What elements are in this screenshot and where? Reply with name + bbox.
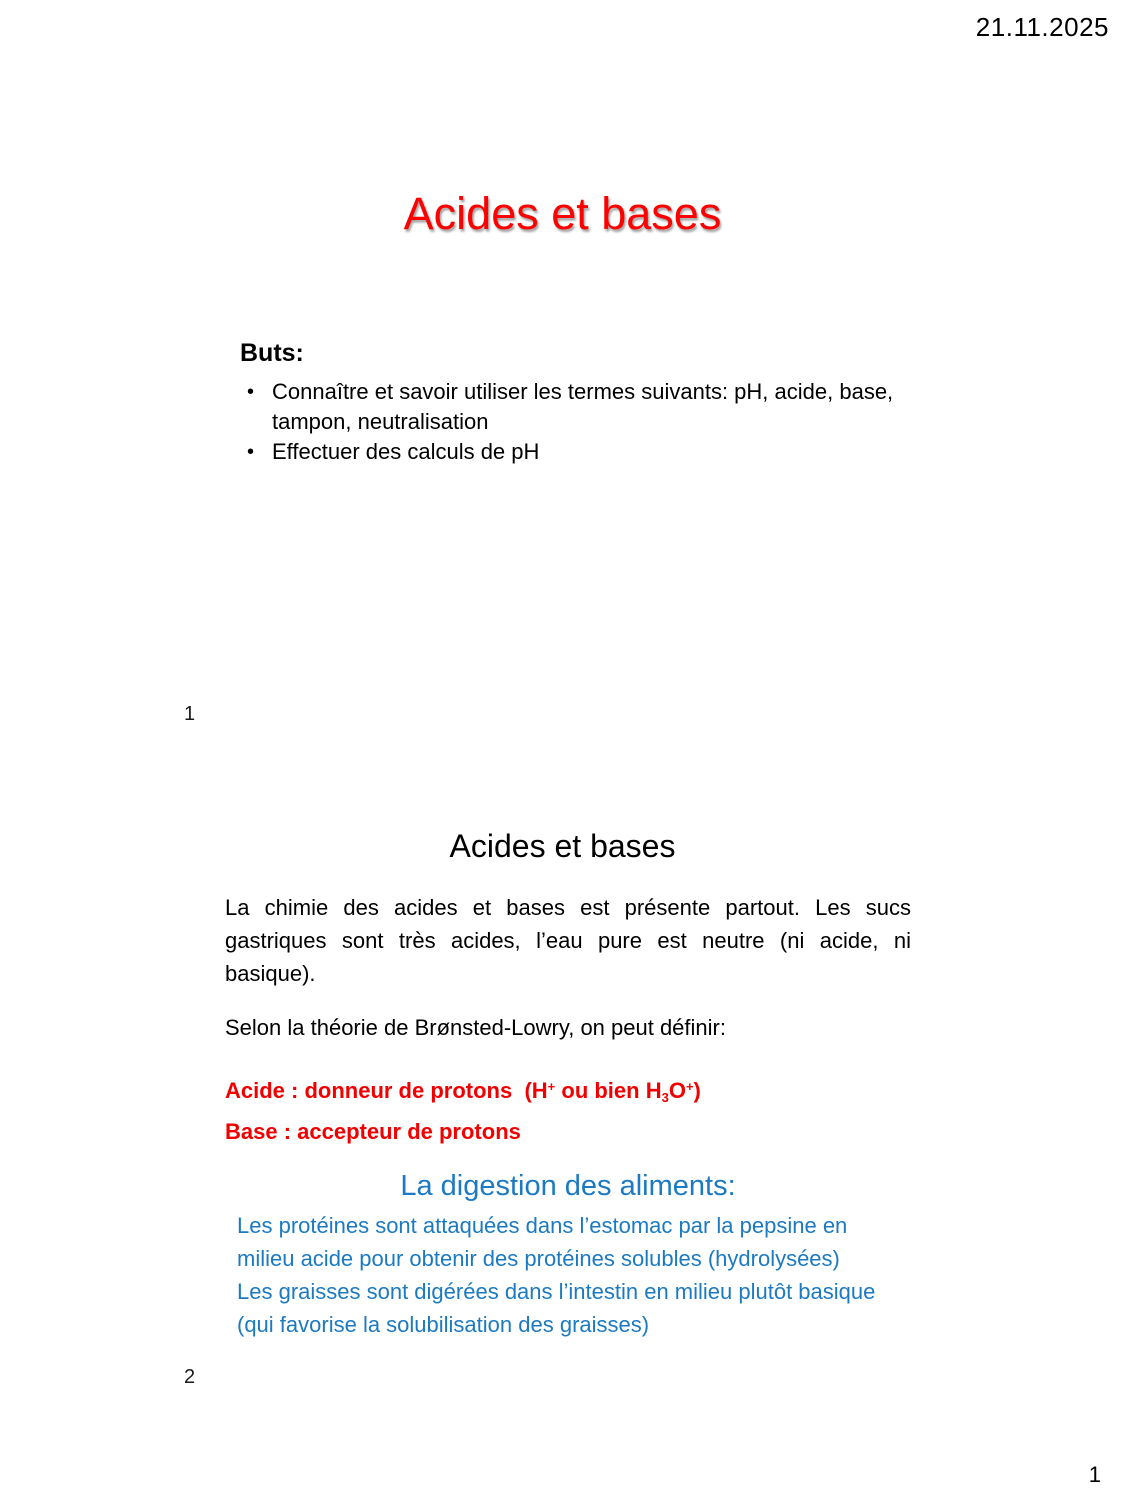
slide2-title: Acides et bases	[449, 828, 676, 864]
acid-def-text: ou bien H	[555, 1078, 662, 1103]
digestion-heading: La digestion des aliments:	[400, 1170, 736, 1202]
page-number: 1	[1088, 1462, 1101, 1487]
acid-def-text: Acide : donneur de protons (H	[225, 1078, 548, 1103]
h-plus-superscript: +	[547, 1079, 556, 1094]
slide1-number: 1	[184, 703, 196, 725]
goal-bullet-2-text: Effectuer des calculs de pH	[272, 439, 540, 464]
slide1-title: Acides et bases	[403, 188, 722, 239]
slide2-number: 2	[184, 1366, 196, 1388]
header-date: 21.11.2025	[975, 12, 1109, 42]
slide2-body	[225, 891, 911, 1341]
goal-bullet-2	[240, 437, 934, 467]
acid-def-text: O	[668, 1078, 686, 1103]
h3o-plus-superscript: +	[685, 1079, 694, 1094]
bullet-icon: •	[247, 381, 255, 403]
slide1-goals-block	[240, 339, 934, 467]
goal-bullet-1	[240, 377, 934, 437]
goals-heading: Buts:	[240, 339, 304, 367]
bronsted-line: Selon la théorie de Brønsted-Lowry, on peut définir:	[225, 1015, 726, 1040]
bullet-icon: •	[247, 441, 255, 463]
definitions-block	[225, 1070, 911, 1149]
base-definition: Base : accepteur de protons	[225, 1119, 521, 1144]
goals-list	[240, 377, 934, 467]
digestion-sentence-1: Les protéines sont attaquées dans l’estomac par la pepsine en milieu acide pour obtenir des protéines solubles (hydrolysées)	[237, 1213, 848, 1271]
intro-paragraph: La chimie des acides et bases est présente partout. Les sucs gastriques sont très acides, l’eau pure est neutre (ni acide, ni basique).	[225, 895, 911, 986]
goal-bullet-1-text: Connaître et savoir utiliser les termes suivants: pH, acide, base, tampon, neutralisation	[272, 379, 894, 434]
acid-definition	[225, 1070, 911, 1115]
h3o-subscript: 3	[661, 1090, 669, 1105]
acid-def-text: )	[693, 1078, 701, 1103]
digestion-sentence-2: Les graisses sont digérées dans l’intestin en milieu plutôt basique (qui favorise la solubilisation des graisses)	[237, 1279, 876, 1337]
digestion-body	[225, 1209, 899, 1341]
